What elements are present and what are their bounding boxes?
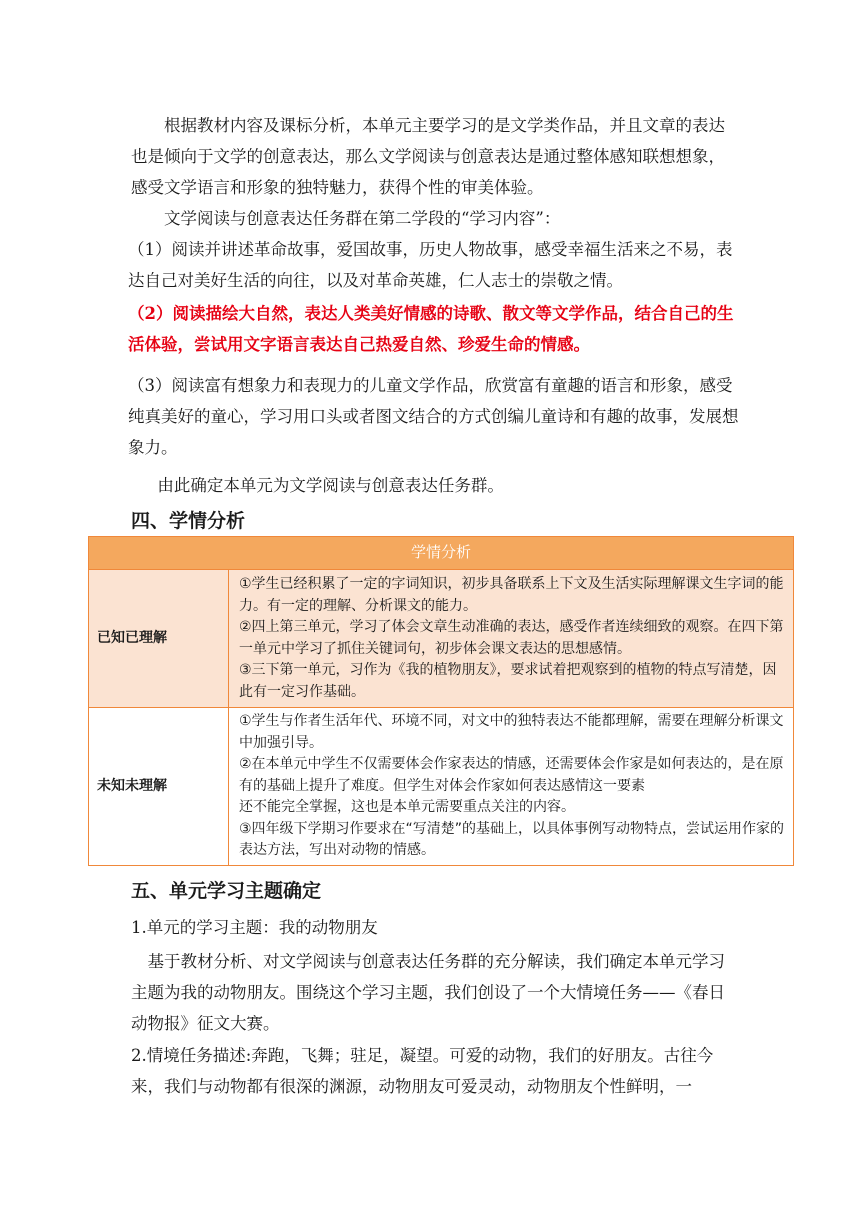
known-line-1: ①学生已经积累了一定的字词知识，初步具备联系上下文及生活实际理解课文生字词的能力。有一定的理解、分析课文的能力。 — [239, 576, 784, 614]
section-4-heading: 四、学情分析 — [131, 510, 246, 532]
table-row — [89, 570, 794, 708]
section-5-heading: 五、单元学习主题确定 — [131, 880, 322, 902]
row-content-unknown — [229, 708, 794, 866]
row-content-known — [229, 570, 794, 708]
section-5-subheading-2: 2.情境任务描述:奔跑，飞舞；驻足，凝望。可爱的动物，我们的好朋友。古往今来，我们与动物都有很深的渊源，动物朋友可爱灵动，动物朋友个性鲜明，一 — [131, 1046, 714, 1096]
row-label-unknown: 未知未理解 — [89, 708, 229, 866]
intro-paragraph-3: 由此确定本单元为文学阅读与创意表达任务群。 — [157, 476, 504, 495]
section-5-subheading-1: 1.单元的学习主题：我的动物朋友 — [131, 918, 378, 937]
unknown-line-2: ②在本单元中学生不仅需要体会作家表达的情感，还需要体会作家是如何表达的，是在原有的基础上提升了难度。但学生对体会作家如何表达感情这一要素 — [239, 756, 784, 794]
unknown-line-4: ③四年级下学期习作要求在“写清楚”的基础上，以具体事例写动物特点，尝试运用作家的表达方法，写出对动物的情感。 — [239, 820, 785, 858]
intro-paragraph-2: 文学阅读与创意表达任务群在第二学段的“学习内容”： — [164, 209, 561, 228]
learning-item-2: （2）阅读描绘大自然，表达人类美好情感的诗歌、散文等文学作品，结合自己的生活体验，尝试用文字语言表达自己热爱自然、珍爱生命的情感。 — [128, 304, 734, 354]
table-row — [89, 708, 794, 866]
row-label-known: 已知已理解 — [89, 570, 229, 708]
learning-analysis-table — [88, 536, 794, 866]
unknown-line-1: ①学生与作者生活年代、环境不同，对文中的独特表达不能都理解，需要在理解分析课文中加强引导。 — [239, 713, 784, 751]
learning-item-3: （3）阅读富有想象力和表现力的儿童文学作品，欣赏富有童趣的语言和形象，感受纯真美好的童心，学习用口头或者图文结合的方式创编儿童诗和有趣的故事，发展想象力。 — [128, 376, 739, 457]
unknown-line-3: 还不能完全掌握，这也是本单元需要重点关注的内容。 — [239, 799, 575, 815]
known-line-2: ②四上第三单元，学习了体会文章生动准确的表达，感受作者连续细致的观察。在四下第一单元中学习了抓住关键词句，初步体会课文表达的思想感情。 — [239, 619, 784, 657]
table-header: 学情分析 — [89, 537, 794, 570]
intro-paragraph-1: 根据教材内容及课标分析，本单元主要学习的是文学类作品，并且文章的表达也是倾向于文学的创意表达，那么文学阅读与创意表达是通过整体感知联想想象，感受文学语言和形象的独特魅力，获得个性的审美体验。 — [131, 116, 725, 197]
learning-item-1: （1）阅读并讲述革命故事，爱国故事，历史人物故事，感受幸福生活来之不易，表达自己对美好生活的向往，以及对革命英雄，仁人志士的崇敬之情。 — [128, 240, 733, 290]
known-line-3: ③三下第一单元，习作为《我的植物朋友》，要求试着把观察到的植物的特点写清楚，因此有一定习作基础。 — [239, 662, 777, 700]
section-5-paragraph: 基于教材分析、对文学阅读与创意表达任务群的充分解读，我们确定本单元学习主题为我的动物朋友。围绕这个学习主题，我们创设了一个大情境任务——《春日动物报》征文大赛。 — [131, 952, 725, 1033]
